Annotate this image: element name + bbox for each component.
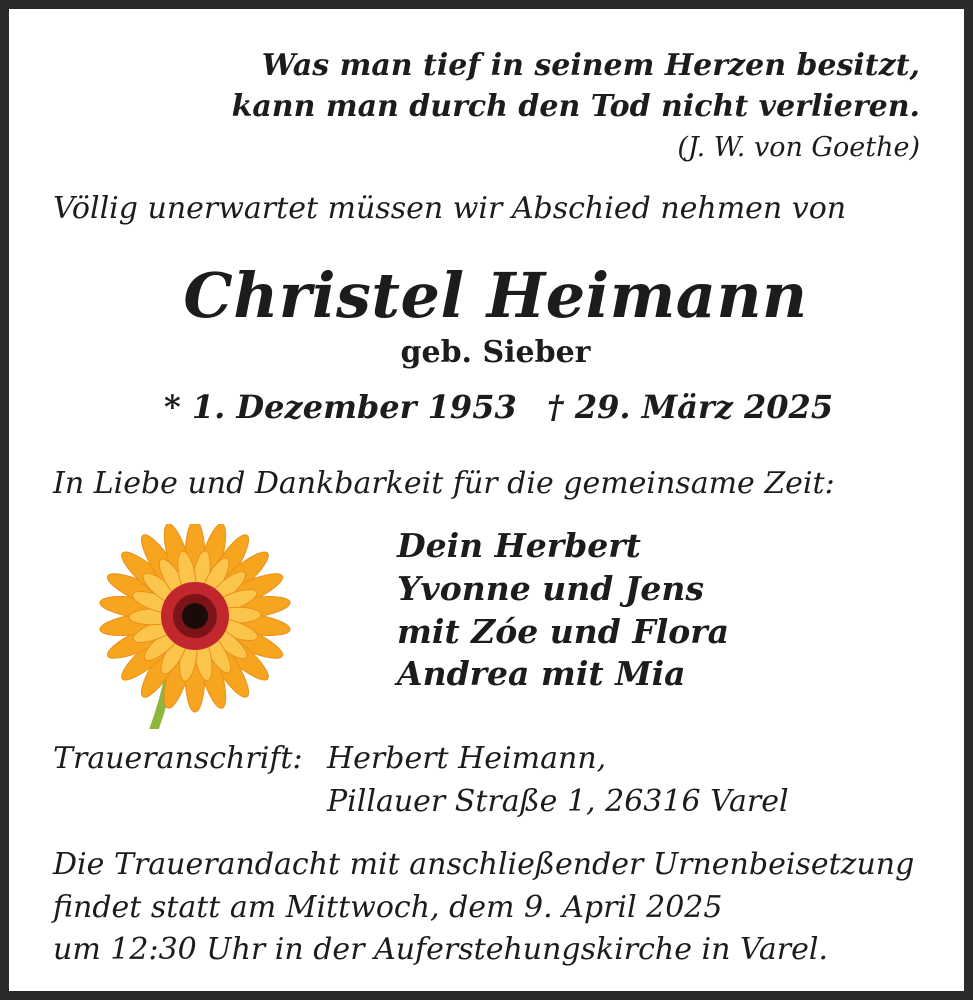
death-date: † 29. März 2025 [547,388,834,426]
address-line-1: Herbert Heimann, [327,741,607,776]
quote-line-1: Was man tief in seinem Herzen besitzt, [261,48,920,83]
family-member-4: Andrea mit Mia [397,654,686,693]
birth-date: * 1. Dezember 1953 [164,388,517,426]
deceased-name: Christel Heimann [183,259,808,332]
gerbera-flower-image [92,524,304,729]
quote-author: (J. W. von Goethe) [677,132,920,163]
dedication-text: In Liebe und Dankbarkeit für die gemeinsame Zeit: [53,466,835,501]
ceremony-line-2: findet statt am Mittwoch, dem 9. April 2025 [53,890,723,925]
family-member-1: Dein Herbert [397,526,641,565]
intro-text: Völlig unerwartet müssen wir Abschied nehmen von [53,191,847,226]
address-label: Traueranschrift: [53,741,303,776]
ceremony-line-3: um 12:30 Uhr in der Auferstehungskirche in Varel. [53,932,829,967]
ceremony-line-1: Die Trauerandacht mit anschließender Urnenbeisetzung [53,847,915,882]
family-member-2: Yvonne und Jens [397,569,704,608]
birth-name: geb. Sieber [400,335,591,370]
family-member-3: mit Zóe und Flora [397,612,730,651]
quote-line-2: kann man durch den Tod nicht verlieren. [231,89,920,124]
address-line-2: Pillauer Straße 1, 26316 Varel [327,784,789,819]
flower-center-core [182,603,208,629]
